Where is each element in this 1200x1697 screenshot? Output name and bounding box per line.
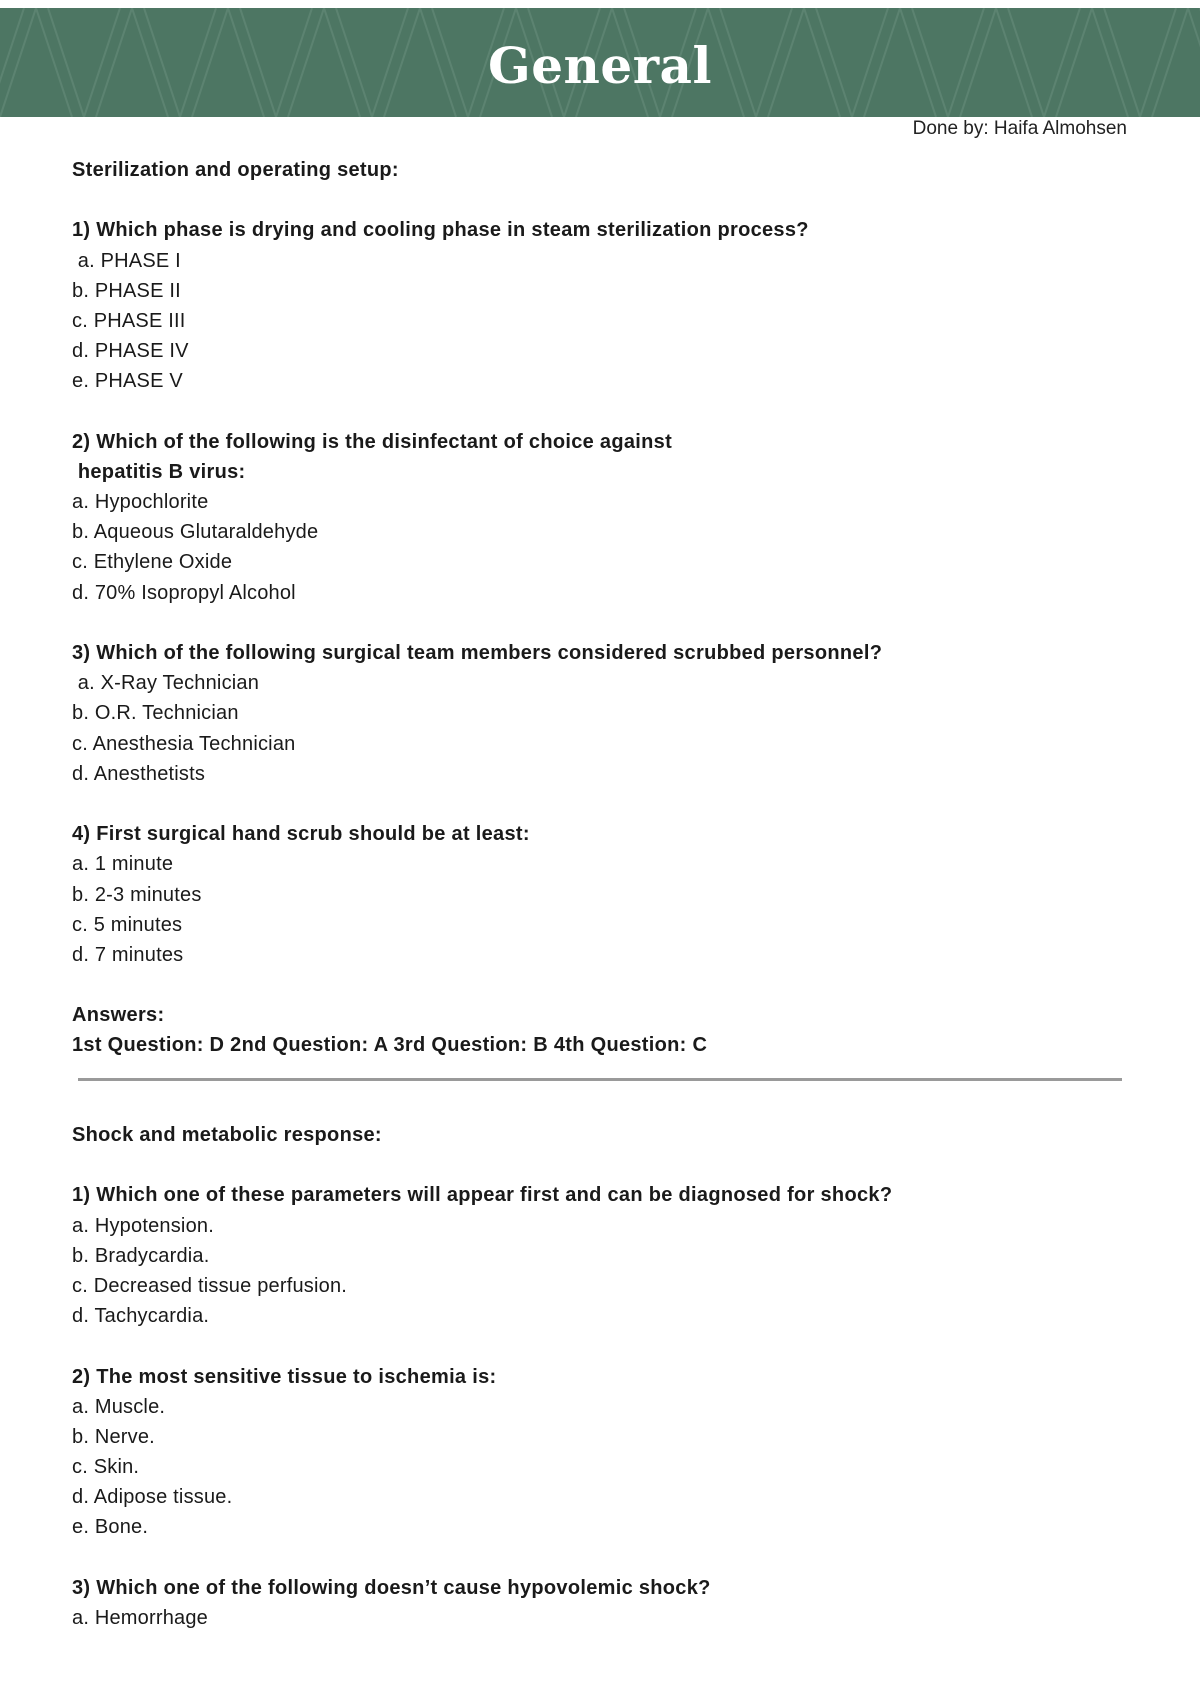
answer-option: c. Ethylene Oxide [72, 551, 233, 574]
question-block [72, 1180, 1132, 1331]
question-text: 4) First surgical hand scrub should be at least: [72, 823, 530, 846]
answer-option: e. PHASE V [72, 370, 183, 393]
answers-label: Answers: [72, 1004, 165, 1027]
answer-option: d. Anesthetists [72, 762, 206, 785]
question-block [72, 215, 1132, 396]
question-text: 2) The most sensitive tissue to ischemia is: [72, 1365, 497, 1388]
answer-option: a. X-Ray Technician [72, 672, 260, 695]
question-block [72, 1362, 1132, 1543]
question-text: 1) Which one of these parameters will appear first and can be diagnosed for shock? [72, 1184, 893, 1207]
section-title: Sterilization and operating setup: [72, 159, 399, 181]
section-sterilization [72, 155, 1132, 1061]
answer-option: d. PHASE IV [72, 340, 189, 363]
answer-option: e. Bone. [72, 1516, 149, 1539]
question-text: hepatitis B virus: [72, 460, 246, 483]
answer-option: a. 1 minute [72, 853, 174, 876]
answer-option: c. Anesthesia Technician [72, 732, 296, 755]
answer-option: c. PHASE III [72, 309, 186, 332]
answer-option: b. 2-3 minutes [72, 883, 202, 906]
section-shock [72, 1120, 1132, 1633]
question-block [72, 819, 1132, 970]
header-banner [0, 8, 1200, 117]
section-divider [78, 1078, 1122, 1081]
answer-option: b. Aqueous Glutaraldehyde [72, 521, 319, 544]
answer-option: c. 5 minutes [72, 913, 183, 936]
answer-option: b. O.R. Technician [72, 702, 239, 725]
answer-option: d. 7 minutes [72, 943, 184, 966]
answer-option: b. Nerve. [72, 1425, 155, 1448]
answer-option: a. Hemorrhage [72, 1607, 208, 1629]
answer-option: a. Muscle. [72, 1395, 166, 1418]
answer-option: d. 70% Isopropyl Alcohol [72, 581, 296, 604]
answer-option: b. PHASE II [72, 279, 181, 302]
question-block [72, 427, 1132, 608]
page-title: General [488, 36, 712, 95]
answer-option: d. Tachycardia. [72, 1305, 210, 1328]
answer-option: c. Decreased tissue perfusion. [72, 1274, 348, 1297]
question-text: 3) Which of the following surgical team members considered scrubbed personnel? [72, 642, 883, 664]
question-text: 3) Which one of the following doesn’t cause hypovolemic shock? [72, 1576, 711, 1599]
question-text: 2) Which of the following is the disinfectant of choice against [72, 430, 673, 453]
answer-option: a. PHASE I [72, 249, 181, 272]
author-credit: Done by: Haifa Almohsen [912, 118, 1127, 139]
question-block [72, 638, 1132, 789]
question-block [72, 1573, 1132, 1633]
answers-key: 1st Question: D 2nd Question: A 3rd Question: B 4th Question: C [72, 1034, 708, 1057]
answer-option: a. Hypochlorite [72, 491, 209, 514]
answer-option: b. Bradycardia. [72, 1244, 210, 1267]
answer-option: c. Skin. [72, 1456, 140, 1479]
section-title: Shock and metabolic response: [72, 1124, 382, 1146]
question-text: 1) Which phase is drying and cooling phase in steam sterilization process? [72, 219, 809, 242]
answer-option: a. Hypotension. [72, 1214, 214, 1237]
answer-option: d. Adipose tissue. [72, 1486, 233, 1509]
